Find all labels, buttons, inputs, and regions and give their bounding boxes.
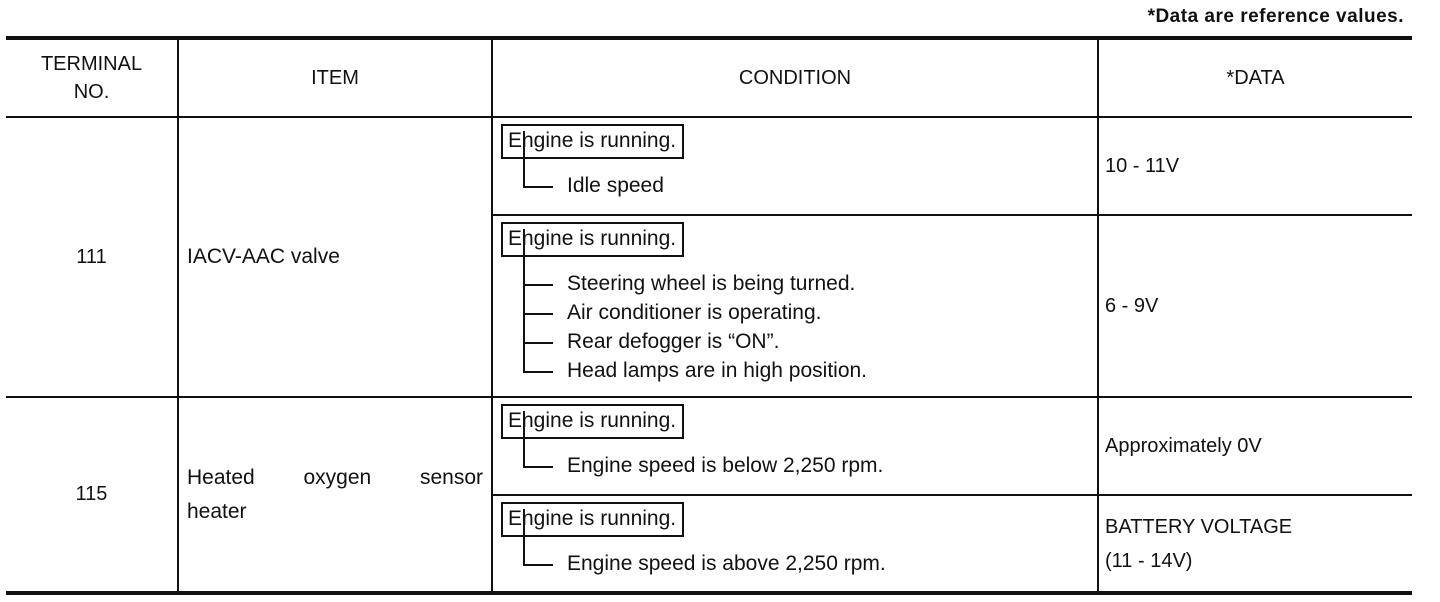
terminal-spec-table xyxy=(6,36,1412,595)
condition-cell xyxy=(492,215,1098,397)
reference-note: *Data are reference values. xyxy=(1147,6,1404,27)
header-terminal-no: TERMINAL NO. xyxy=(6,38,178,117)
condition-sub-item: Idle speed xyxy=(523,171,1087,200)
condition-boxed-label: Engine is running. xyxy=(501,222,684,257)
data-value: 10 - 11V xyxy=(1098,117,1412,215)
data-value: Approximately 0V xyxy=(1098,397,1412,495)
condition-boxed-label: Engine is running. xyxy=(501,124,684,159)
header-row xyxy=(6,38,1412,117)
data-value: 6 - 9V xyxy=(1098,215,1412,397)
data-value-line: BATTERY VOLTAGE xyxy=(1105,515,1293,538)
condition-boxed-label: Engine is running. xyxy=(501,404,684,439)
condition-sub-list xyxy=(523,171,1087,200)
condition-sub-item: Rear defogger is “ON”. xyxy=(523,327,1087,356)
header-condition: CONDITION xyxy=(492,38,1098,117)
condition-sub-item: Engine speed is above 2,250 rpm. xyxy=(523,549,1087,578)
condition-sub-list xyxy=(523,549,1087,578)
item-name-line: Heated oxygen sensor xyxy=(187,465,483,489)
table-row xyxy=(6,397,1412,495)
header-item: ITEM xyxy=(178,38,492,117)
data-value xyxy=(1098,495,1412,593)
terminal-number: 115 xyxy=(6,397,178,593)
condition-sub-item: Air conditioner is operating. xyxy=(523,298,1087,327)
header-data: *DATA xyxy=(1098,38,1412,117)
condition-boxed-label: Engine is running. xyxy=(501,502,684,537)
item-name-line: heater xyxy=(187,499,247,523)
condition-sub-list xyxy=(523,269,1087,385)
condition-sub-list xyxy=(523,451,1087,480)
table-row xyxy=(6,117,1412,215)
item-name: IACV-AAC valve xyxy=(178,117,492,397)
condition-sub-item: Head lamps are in high position. xyxy=(523,356,1087,385)
data-value-line: (11 - 14V) xyxy=(1105,549,1193,572)
condition-sub-item: Engine speed is below 2,250 rpm. xyxy=(523,451,1087,480)
condition-sub-item: Steering wheel is being turned. xyxy=(523,269,1087,298)
condition-cell xyxy=(492,397,1098,495)
terminal-number: 111 xyxy=(6,117,178,397)
condition-cell xyxy=(492,117,1098,215)
item-name xyxy=(178,397,492,593)
condition-cell xyxy=(492,495,1098,593)
